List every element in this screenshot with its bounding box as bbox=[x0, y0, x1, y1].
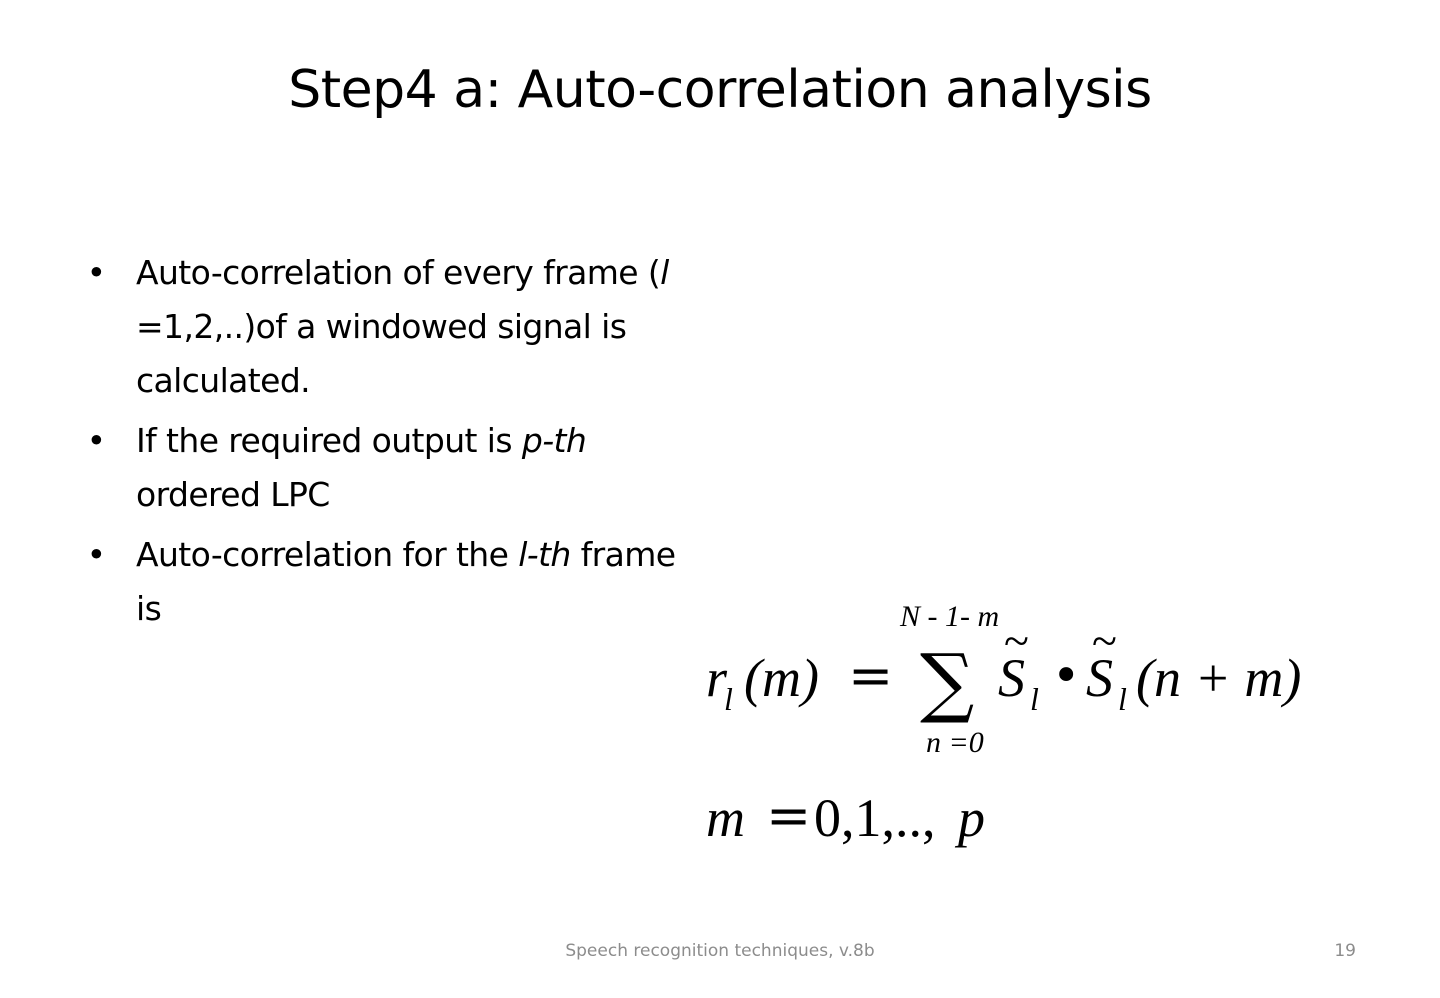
bullet-text-italic: l bbox=[660, 253, 669, 292]
eq-s-2-subscript: l bbox=[1118, 681, 1127, 717]
bullet-dot: • bbox=[86, 421, 106, 460]
slide-title: Step4 a: Auto-correlation analysis bbox=[288, 60, 1152, 120]
autocorrelation-equation bbox=[690, 590, 1350, 860]
eq-upper-limit: N - 1- m bbox=[900, 600, 1000, 633]
eq-range-values: 0,1,.., bbox=[814, 788, 936, 848]
bullet-text: frame is bbox=[136, 535, 676, 628]
bullet-text-italic: l-th bbox=[518, 535, 571, 574]
bullet-dot: • bbox=[86, 535, 106, 574]
eq-s-1: S bbox=[998, 648, 1025, 708]
eq-range-m: m bbox=[706, 788, 745, 848]
eq-range-equals: = bbox=[766, 784, 812, 847]
bullet-text: Auto-correlation of every frame ( bbox=[136, 253, 661, 292]
bullet-list bbox=[84, 246, 704, 642]
eq-lhs-subscript: l bbox=[724, 681, 733, 717]
bullet-item bbox=[84, 246, 704, 408]
eq-lhs-r: r bbox=[706, 648, 728, 708]
eq-sum-symbol: ∑ bbox=[920, 637, 975, 726]
eq-lhs-args: (m) bbox=[744, 648, 819, 708]
eq-dot-operator: • bbox=[1052, 648, 1081, 704]
slide-footer: Speech recognition techniques, v.8b bbox=[565, 941, 875, 961]
bullet-text-italic: p-th bbox=[521, 421, 587, 460]
eq-range-p: p bbox=[958, 788, 985, 848]
bullet-dot: • bbox=[86, 253, 106, 292]
eq-s-1-subscript: l bbox=[1030, 681, 1039, 717]
bullet-text: Auto-correlation for the bbox=[136, 535, 519, 574]
bullet-text: =1,2,..)of a windowed signal is calculated. bbox=[136, 307, 627, 400]
eq-tilde-1: ~ bbox=[1004, 615, 1029, 666]
bullet-item bbox=[84, 414, 704, 522]
bullet-text: If the required output is bbox=[136, 421, 522, 460]
eq-equals: = bbox=[848, 644, 894, 707]
eq-lower-limit: n =0 bbox=[926, 726, 984, 759]
eq-tilde-2: ~ bbox=[1092, 615, 1117, 666]
eq-rhs-args: (n + m) bbox=[1136, 648, 1302, 708]
page-number: 19 bbox=[1334, 941, 1356, 961]
bullet-item bbox=[84, 528, 704, 636]
bullet-text: ordered LPC bbox=[136, 475, 330, 514]
eq-s-2: S bbox=[1086, 648, 1113, 708]
